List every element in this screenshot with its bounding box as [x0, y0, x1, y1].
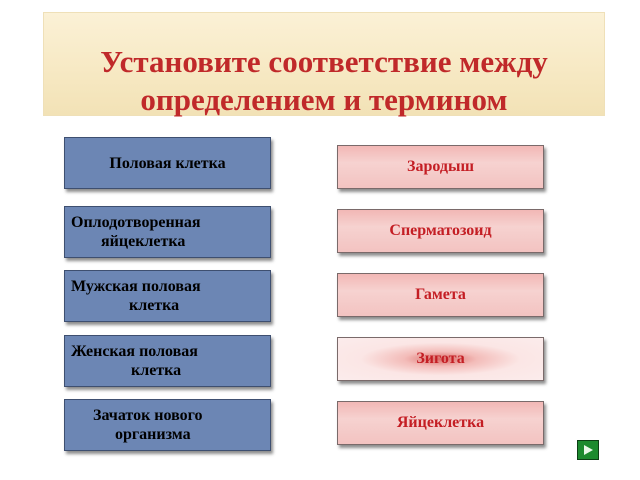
term-label: Половая клетка [109, 154, 226, 172]
definition-box-2[interactable] [337, 209, 544, 253]
definition-box-1[interactable] [337, 145, 544, 189]
definition-label: Сперматозоид [389, 222, 492, 239]
slide-title [44, 43, 604, 119]
term-box-1[interactable] [64, 137, 271, 189]
definition-label: Яйцеклетка [396, 414, 485, 431]
next-slide-button[interactable] [577, 440, 599, 460]
term-label-line-1: Мужская половая [71, 278, 201, 295]
term-box-5[interactable] [64, 399, 271, 451]
definition-box-5[interactable] [337, 401, 544, 445]
definition-box-3[interactable] [337, 273, 544, 317]
title-line-2: определением и термином [140, 82, 508, 117]
definition-label: Гамета [415, 286, 466, 303]
term-label-line-2: яйцеклетка [101, 233, 186, 250]
term-box-2[interactable] [64, 206, 271, 258]
term-box-4[interactable] [64, 335, 271, 387]
term-label-line-1: Оплодотворенная [71, 214, 201, 231]
definition-label: Зародыш [407, 158, 474, 175]
term-box-3[interactable] [64, 270, 271, 322]
title-banner [43, 12, 605, 116]
definition-label: Зигота [416, 350, 465, 367]
play-next-icon [582, 444, 594, 456]
term-label-line-1: Женская половая [71, 343, 198, 360]
term-label-line-2: организма [115, 426, 191, 443]
term-label-line-2: клетка [129, 297, 180, 314]
term-label-line-2: клетка [131, 362, 182, 379]
definition-box-4[interactable] [337, 337, 544, 381]
title-line-1: Установите соответствие между [100, 44, 548, 79]
term-label-line-1: Зачаток нового [93, 407, 203, 424]
